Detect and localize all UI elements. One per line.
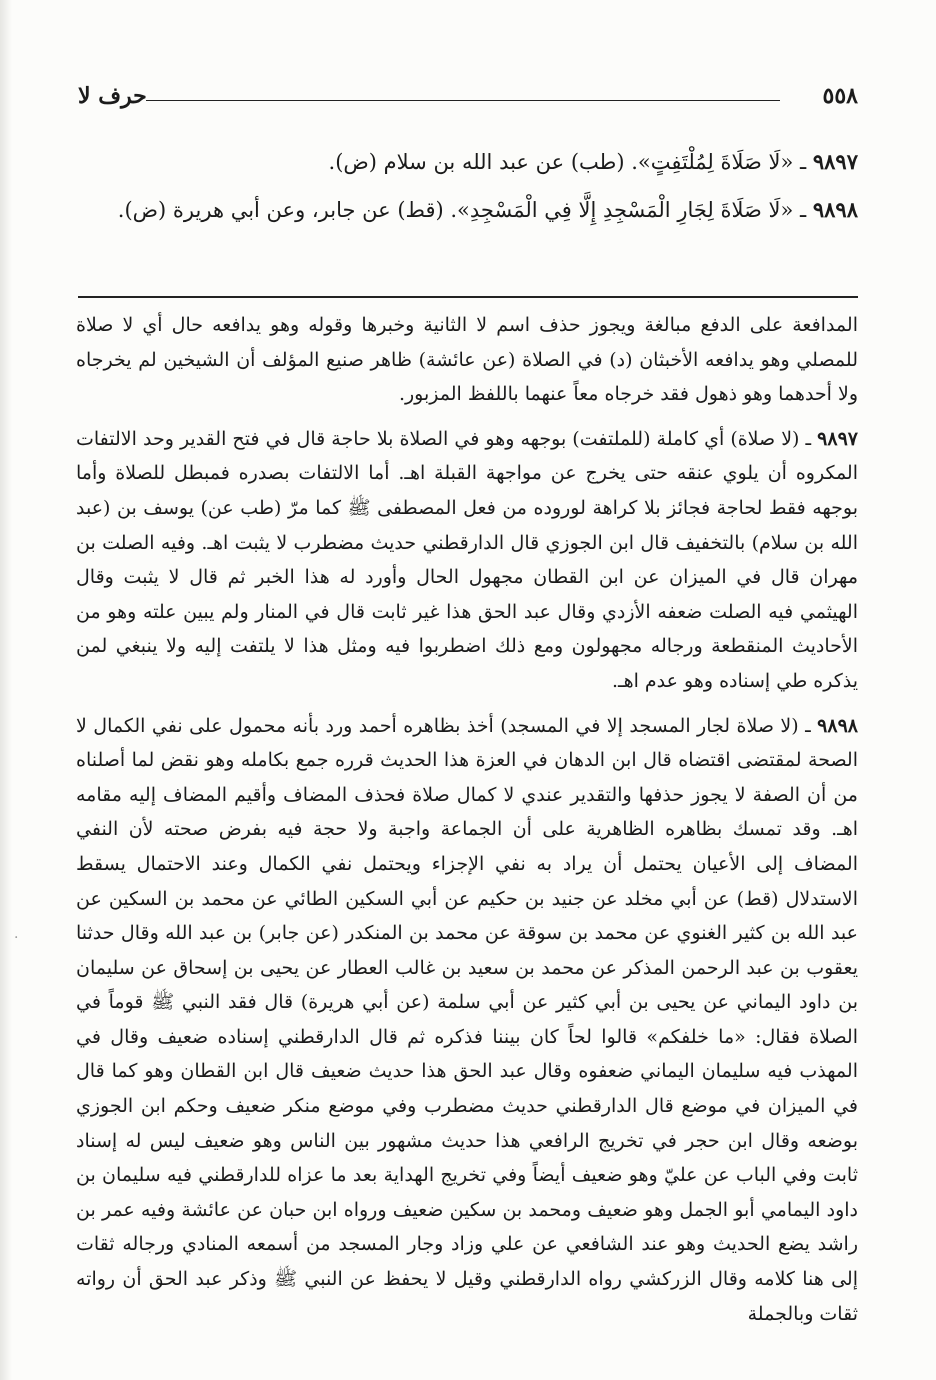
margin-scan-mark: · [14, 930, 19, 946]
hadith-dash: ـ [793, 150, 807, 174]
hadith-text-section [106, 140, 858, 236]
header-rule [146, 100, 780, 101]
commentary-dash: ـ [799, 427, 812, 450]
commentary-section [76, 308, 858, 1341]
hadith-body: «لَا صَلَاةَ لِمُلْتَفِتٍ». (طب) عن عبد الله بن سلام (ض). [328, 150, 794, 174]
running-header [78, 78, 858, 114]
hadith-9897 [106, 140, 858, 184]
commentary-number: ٩٨٩٧ [817, 427, 858, 450]
commentary-body: (لا صلاة لجار المسجد إلا في المسجد) أخذ بظاهره أحمد ورد بأنه محمول على نفي الكمال لا الصحة لمقتضى اقتضاه قال ابن الدهان في العزة هذا الحديث قرره جمع بكامله وهو نقض لما أصلناه من أن الصفة لا يجوز حذفها والتقدير عندي لا كمال صلاة فحذف المضاف وأقيم المضاف إليه مقامه اهـ. وقد تمسك بظاهره الظاهرية على أن الجماعة واجبة ولا حجة فيه بفرض صحته لأن النفي المضاف إلى الأعيان يحتمل أن يراد به نفي الإجزاء ويحتمل نفي الكمال وعند الاحتمال يسقط الاستدلال (قط) عن أبي مخلد عن جنيد بن حكيم عن أبي السكين الطائي عن محمد بن السكين عن عبد الله بن كثير الغنوي عن محمد بن سوقة عن محمد بن المنكدر (عن جابر) بن عبد الله وقال حدثنا يعقوب بن عبد الرحمن المذكر عن محمد بن سعيد بن غالب العطار عن يحيى بن إسحاق عن سليمان بن داود اليماني عن يحيى بن أبي كثير عن أبي سلمة (عن أبي هريرة) قال فقد النبي ﷺ قوماً في الصلاة فقال: «ما خلفكم» قالوا لحاً كان بيننا فذكره ثم قال الدارقطني إسناده ضعيف وقال في المهذب فيه سليمان اليماني ضعفوه وقال عبد الحق هذا حديث ضعيف قال ابن القطان وهو كما قال في الميزان في موضع قال الدارقطني حديث مضطرب وفي موضع منكر ضعيف وحكم ابن الجوزي بوضعه وقال ابن حجر في تخريج الرافعي هذا حديث مشهور بين الناس وهو ضعيف ليس له إسناد ثابت وفي الباب عن عليّ وهو ضعيف أيضاً وفي تخريج الهداية بعد ما عزاه للدارقطني فيه سليمان بن داود اليمامي أبو الجمل وهو ضعيف ومحمد بن سكين ضعيف ورواه ابن حبان عن عائشة وفيه عمر بن راشد يضع الحديث وهو عند الشافعي عن علي وزاد وجار المسجد من أسمعه المنادي ورجاله ثقات إلى هنا كلامه وقال الزركشي رواه الدارقطني وقيل لا يحفظ عن النبي ﷺ وذكر عبد الحق أن رواته ثقات وبالجملة [76, 714, 858, 1325]
running-title: حرف لا [78, 83, 147, 109]
commentary-body: (لا صلاة) أي كاملة (للملتفت) بوجهه وهو في الصلاة بلا حاجة قال في فتح القدير وحد الالتفات المكروه أن يلوي عنقه حتى يخرج عن مواجهة القبلة اهـ. أما الالتفات بصدره فمبطل للصلاة وأما بوجهه فقط لحاجة فجائز بلا كراهة لوروده من فعل المصطفى ﷺ كما مرّ (طب عن) يوسف بن (عبد الله بن سلام) بالتخفيف قال ابن الجوزي قال الدارقطني حديث مضطرب لا يثبت اهـ. وفيه الصلت بن مهران قال في الميزان عن ابن القطان مجهول الحال وأورد له هذا الخبر ثم قال لا يثبت وقال الهيثمي فيه الصلت ضعفه الأزدي وقال عبد الحق هذا غير ثابت قال في المنار ولم يبين علته وهو من الأحاديث المنقطعة ورجاله مجهولون ومع ذلك اضطربوا فيه ومثل هذا لا يلتفت إليه ولا ينبغي لمن يذكره طي إسناده وهو عدم اهـ. [76, 427, 858, 692]
hadith-number: ٩٨٩٧ [812, 149, 858, 174]
commentary-9897 [76, 422, 858, 699]
hadith-dash: ـ [793, 198, 807, 222]
page-number: ٥٥٨ [822, 83, 858, 109]
commentary-number: ٩٨٩٨ [817, 714, 858, 737]
footnote-divider [78, 296, 858, 298]
page-edge-shadow [0, 0, 12, 1380]
hadith-9898 [106, 188, 858, 232]
commentary-continuation: المدافعة على الدفع مبالغة ويجوز حذف اسم لا الثانية وخبرها وقوله وهو يدافعه حال أي لا صلاة للمصلي وهو يدافعه الأخبثان (د) في الصلاة (عن عائشة) ظاهر صنيع المؤلف أن الشيخين لم يخرجاه ولا أحدهما وهو ذهول فقد خرجاه معاً عنهما باللفظ المزبور. [76, 314, 858, 406]
commentary-dash: ـ [798, 714, 811, 737]
hadith-body: «لَا صَلَاةَ لِجَارِ الْمَسْجِدِ إِلَّا فِي الْمَسْجِدِ». (قط) عن جابر، وعن أبي هريرة (ض). [117, 198, 794, 222]
hadith-number: ٩٨٩٨ [812, 197, 858, 222]
commentary-9898 [76, 709, 858, 1332]
